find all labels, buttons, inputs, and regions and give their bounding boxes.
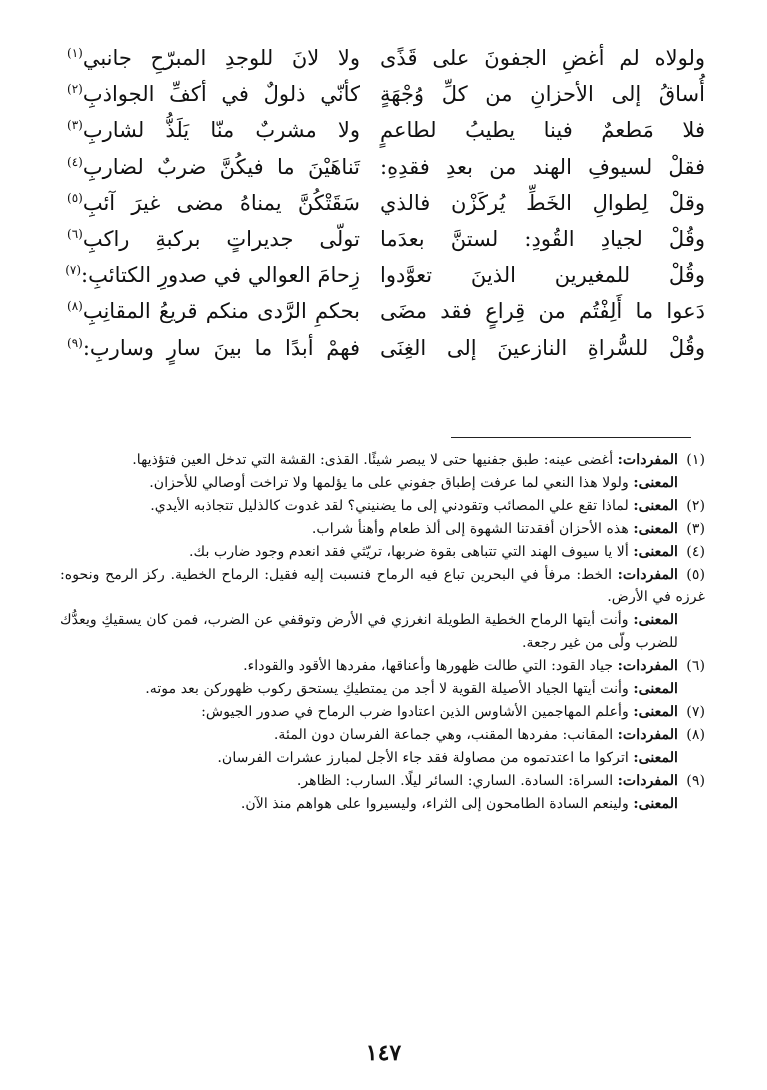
footnote-label: المفردات: xyxy=(617,726,678,743)
verse-line xyxy=(65,185,705,221)
verse-first-hemistich: ولولاه لم أغضِ الجفونَ على قَذًى xyxy=(380,46,705,70)
verse-second-hemistich xyxy=(65,330,360,366)
verse-second-hemistich xyxy=(65,257,360,293)
footnote-label: المعنى: xyxy=(633,795,678,812)
verse-line xyxy=(65,330,705,366)
hemistich-text: ولا مشربٌ منّا يَلَذُّ لشاربِ xyxy=(82,118,360,143)
verse-line xyxy=(65,293,705,329)
footnote-number: (٧) xyxy=(686,703,705,720)
footnote xyxy=(60,541,705,564)
footnote-number: (٣) xyxy=(686,520,705,537)
verse-second-hemistich xyxy=(65,40,360,76)
footnote-text: أغضى عينه: طبق جفنيها حتى لا يبصر شيئًا. القذى: القشة التي تدخل العين فتؤذيها. xyxy=(132,452,618,468)
footnote-number: (٤) xyxy=(686,543,705,560)
footnote xyxy=(60,701,705,724)
footnote-text: اتركوا ما اعتدتموه من مصاولة فقد جاء الأجل لمبارز عشرات الفرسان. xyxy=(217,749,634,766)
footnote xyxy=(60,449,705,472)
footnote-text: هذه الأحزان أفقدتنا الشهوة إلى ألذ طعام وأهنأ شراب. xyxy=(311,520,634,537)
verse-second-hemistich xyxy=(65,185,360,221)
footnote-text: ولينعم السادة الطامحون إلى الثراء، وليسيروا على هواهم منذ الآن. xyxy=(240,795,634,812)
verse-first-hemistich: وقلْ لِطوالِ الخَطِّ يُركَزْن فالذي xyxy=(380,190,705,215)
footnote-label: المفردات: xyxy=(617,772,678,789)
footnote-label: المعنى: xyxy=(633,497,678,514)
footnote-text: وأنت أيتها الرماح الخطية الطويلة انغرزي في الأرض وتوقفي عن الضرب، فمن كان يسقيكِ ويعدُّك للضرب ولّى من غير رجعة. xyxy=(60,612,678,652)
footnotes xyxy=(60,449,705,816)
verse-line xyxy=(65,76,705,112)
footnote-number: (٢) xyxy=(686,497,705,514)
footnote xyxy=(60,747,705,770)
verse-first-hemistich: أُساقُ إلى الأحزانِ من كلِّ وُجْهَةٍ xyxy=(380,82,705,107)
footnote-text: جياد القود: التي طالت ظهورها وأعناقها، مفردها الأقود والقوداء. xyxy=(243,658,618,675)
hemistich-text: كأنّي ذلولٌ في أكفِّ الجواذبِ xyxy=(82,82,360,107)
footnote xyxy=(60,609,705,655)
footnote-separator xyxy=(451,437,691,438)
footnote-label: المفردات: xyxy=(617,566,678,583)
footnote xyxy=(60,770,705,793)
footnote-marker: (٧) xyxy=(65,263,82,278)
verse-first-hemistich: وقُلْ للمغيرين الذينَ تعوَّدوا xyxy=(380,263,705,288)
verse-second-hemistich xyxy=(65,149,360,185)
footnote-text: لماذا تقع علي المصائب وتقودني إلى ما يضنيني؟ لقد غدوت كالذليل تتجاذبه الأيدي. xyxy=(150,497,634,514)
verse-second-hemistich xyxy=(65,293,360,329)
footnote-marker: (٥) xyxy=(67,190,83,205)
footnote xyxy=(60,655,705,678)
footnote-text: وأنت أيتها الجياد الأصيلة القوية لا أجد من يمتطيكِ يستحق ركوب ظهوركن بعد موته. xyxy=(145,681,634,698)
footnote-number: (٦) xyxy=(686,658,705,675)
verse-line xyxy=(65,40,705,76)
footnote-text: السراة: السادة. الساري: السائر ليلًا. السارب: الظاهر. xyxy=(296,772,618,789)
footnote-marker: (١) xyxy=(67,46,83,60)
poem xyxy=(65,40,705,366)
verse-second-hemistich xyxy=(65,76,360,112)
footnote-label: المفردات: xyxy=(617,658,678,675)
hemistich-text: سَقَتْكُنَّ يمناهُ مضى غيرَ آئبِ xyxy=(82,190,360,215)
hemistich-text: تَناهَيْنَ ما فيكُنَّ ضربٌ لضاربِ xyxy=(82,154,360,179)
verse-line xyxy=(65,257,705,293)
footnote xyxy=(60,518,705,541)
footnote-text: وأعلم المهاجمين الأشاوس الذين اعتادوا ضرب الرماح في صدور الجيوش: xyxy=(201,703,634,720)
footnote-label: المعنى: xyxy=(633,612,678,629)
footnote-label: المفردات: xyxy=(617,452,678,468)
verse-line xyxy=(65,221,705,257)
footnote-marker: (٣) xyxy=(67,118,83,133)
footnote-number: (٨) xyxy=(686,726,705,743)
verse-line xyxy=(65,112,705,148)
verse-first-hemistich: فقلْ لسيوفِ الهند من بعدِ فقدِهِ: xyxy=(380,154,705,179)
footnote-number: (٥) xyxy=(686,566,705,583)
footnote-label: المعنى: xyxy=(633,703,678,720)
footnote-marker: (٢) xyxy=(67,82,83,97)
hemistich-text: تولّى جديراتٍ بركبةِ راكبِ xyxy=(82,226,360,251)
footnote xyxy=(60,495,705,518)
footnote-number: (٩) xyxy=(686,772,705,789)
footnote-label: المعنى: xyxy=(633,749,678,766)
footnote-marker: (٨) xyxy=(67,299,83,314)
footnote-label: المعنى: xyxy=(633,543,678,560)
verse-line xyxy=(65,149,705,185)
footnote-label: المعنى: xyxy=(633,520,678,537)
footnote xyxy=(60,472,705,495)
verse-first-hemistich: وقُلْ لجيادِ القُودِ: لستنَّ بعدَما xyxy=(380,226,705,251)
verse-second-hemistich xyxy=(65,221,360,257)
footnote-label: المعنى: xyxy=(633,474,678,491)
hemistich-text: ولا لانَ للوجدِ المبرّحِ جانبي xyxy=(82,46,360,70)
footnote-marker: (٤) xyxy=(67,154,83,169)
footnote xyxy=(60,793,705,816)
footnote-number: (١) xyxy=(686,452,705,468)
footnote-marker: (٦) xyxy=(67,226,83,241)
footnote xyxy=(60,724,705,747)
footnote-text: ولولا هذا النعي لما عرفت إطباق جفوني على ما يؤلمها ولا تراخت أوصالي للأحزان. xyxy=(149,474,634,491)
verse-first-hemistich: فلا مَطعمٌ فينا يطيبُ لطاعمٍ xyxy=(380,118,705,143)
verse-first-hemistich: وقُلْ للسُّراةِ النازعينَ إلى الغِنَى xyxy=(380,335,705,360)
footnote xyxy=(60,564,705,610)
footnote xyxy=(60,678,705,701)
verse-first-hemistich: دَعوا ما أَلِفْتُم من قِراعٍ فقد مضَى xyxy=(380,299,705,324)
footnote-text: الخط: مرفأ في البحرين تباع فيه الرماح فنسبت إليه فقيل: الرماح الخطية. ركز الرمح ونحوه: غرزه في الأرض. xyxy=(60,566,705,606)
footnote-label: المعنى: xyxy=(633,681,678,698)
footnote-marker: (٩) xyxy=(67,335,83,350)
page-number: ١٤٧ xyxy=(365,1040,402,1066)
footnote-text: المقانب: مفردها المقنب، وهي جماعة الفرسان دون المئة. xyxy=(273,726,618,743)
hemistich-text: فهمْ أبدًا ما بينَ سارٍ وساربِ: xyxy=(82,335,360,360)
verse-second-hemistich xyxy=(65,112,360,148)
footnote-text: ألا يا سيوف الهند التي تتباهى بقوة ضربها، تريّثي فقد انعدم وجود ضارب بك. xyxy=(189,543,634,560)
hemistich-text: بحكمِ الرَّدى منكم قريعُ المقانِبِ xyxy=(82,299,360,324)
hemistich-text: زِحامَ العوالي في صدورِ الكتائبِ: xyxy=(81,263,360,288)
